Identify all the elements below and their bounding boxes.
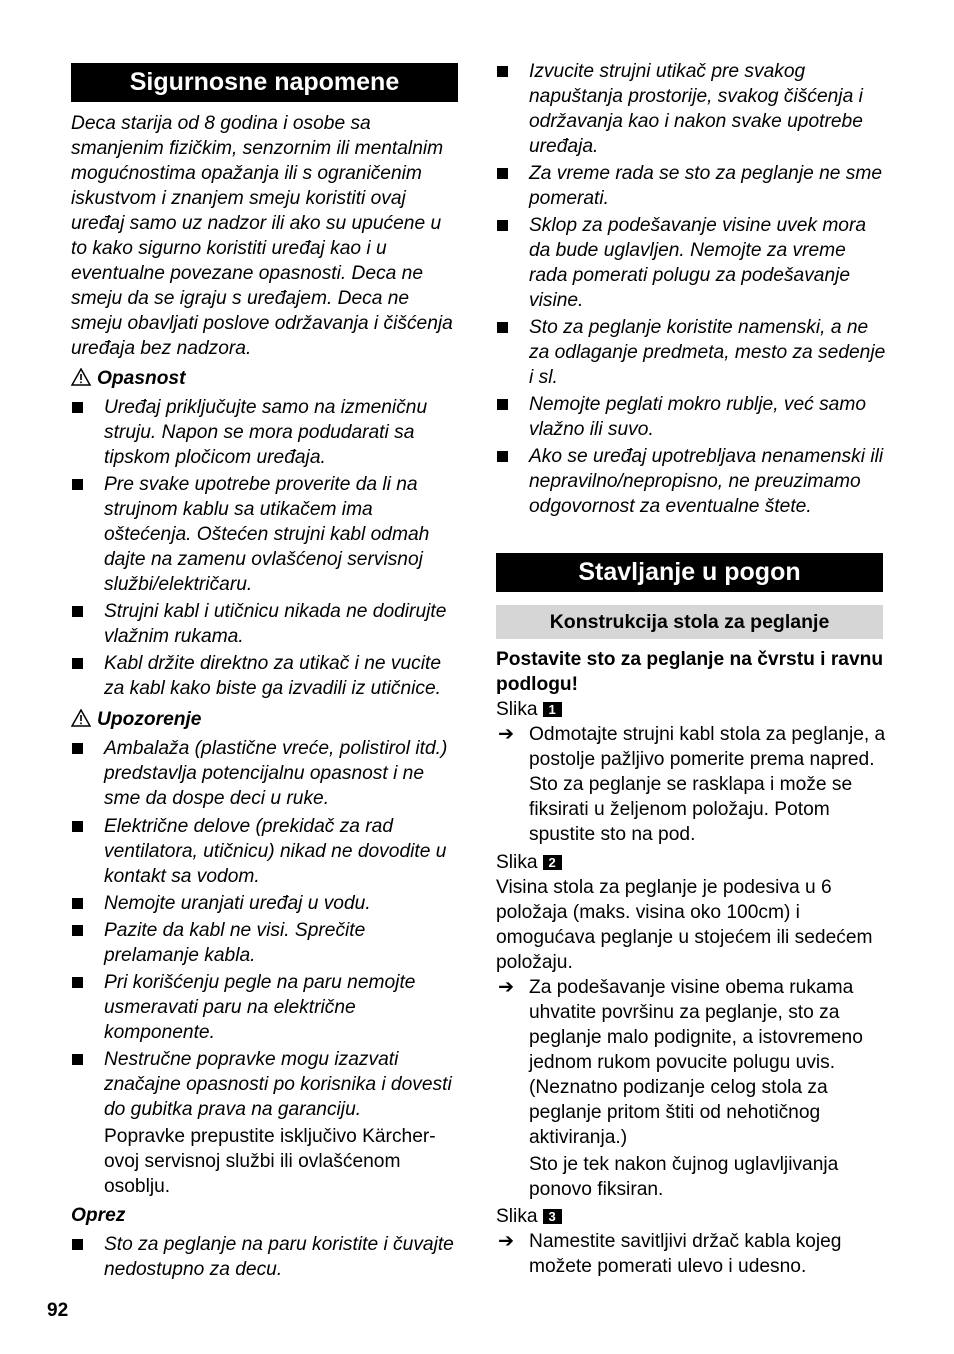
- danger-list: [71, 395, 461, 701]
- safety-list-continued: [496, 59, 886, 519]
- list-item: Nemojte uranjati uređaj u vodu.: [71, 891, 461, 916]
- list-item: Sto za peglanje na paru koristite i čuvajte nedostupno za decu.: [71, 1232, 461, 1282]
- figure-ref-1: [496, 697, 562, 722]
- section-heading-startup: Stavljanje u pogon: [496, 553, 883, 592]
- figure-label: Slika: [496, 699, 538, 720]
- warning-triangle-icon: [71, 707, 97, 732]
- repair-note: Popravke prepustite isključivo Kärcher-ovoj servisnoj službi ili ovlašćenom osoblju.: [104, 1126, 436, 1197]
- step-list-1: [496, 722, 886, 847]
- arrow-right-icon: ➔: [498, 977, 515, 998]
- caution-label: Oprez: [71, 1205, 126, 1226]
- list-item: Strujni kabl i utičnicu nikada ne dodirujte vlažnim rukama.: [71, 599, 461, 649]
- arrow-right-icon: ➔: [498, 1231, 515, 1252]
- step-text: Za podešavanje visine obema rukama uhvatite površinu za peglanje, sto za peglanje malo podignite, a istovremeno jednom rukom povucite polugu uvis. (Neznatno podizanje celog stola za peglanje pritom štiti od nehotičnog aktiviranja.): [529, 977, 863, 1148]
- figure-ref-3: [496, 1204, 562, 1229]
- list-item: [496, 722, 886, 847]
- list-item: Kabl držite direktno za utikač i ne vucite za kabl kako biste ga izvadili iz utičnice.: [71, 651, 461, 701]
- figure-number: 2: [543, 855, 562, 870]
- figure-label: Slika: [496, 1206, 538, 1227]
- list-item: Izvucite strujni utikač pre svakog napuštanja prostorije, svakog čišćenja i održavanja kao i nakon svake upotrebe uređaja.: [496, 59, 886, 159]
- list-item: Električne delove (prekidač za rad ventilatora, utičnicu) nikad ne dovodite u kontakt sa vodom.: [71, 814, 461, 889]
- step-text: Namestite savitljivi držač kabla kojeg možete pomerati ulevo i udesno.: [529, 1231, 842, 1277]
- list-item: Uređaj priključujte samo na izmeničnu struju. Napon se mora podudarati sa tipskom pločicom uređaja.: [71, 395, 461, 470]
- list-item: Ako se uređaj upotrebljava nenamenski ili nepravilno/nepropisno, ne preuzimamo odgovornost za eventualne štete.: [496, 444, 886, 519]
- list-item: Pri korišćenju pegle na paru nemojte usmeravati paru na električne komponente.: [71, 970, 461, 1045]
- figure-label: Slika: [496, 852, 538, 873]
- list-item: [496, 975, 886, 1150]
- figure-ref-2: [496, 850, 562, 875]
- warning-label: Upozorenje: [97, 709, 202, 730]
- intro-paragraph: Deca starija od 8 godina i osobe sa smanjenim fizičkim, senzornim ili mentalnim mogućnostima opažanja ili s ograničenim iskustvom i znanjem smeju koristiti ovaj uređaj samo uz nadzor ili ako su upućene u to kako sigurno koristiti uređaj kao i u eventualne povezane opasnosti. Deca ne smeju da se igraju s uređajem. Deca ne smeju obavljati poslove održavanja i čišćenja uređaja bez nadzora.: [71, 113, 453, 359]
- warning-triangle-icon: [71, 366, 97, 391]
- danger-heading: [71, 366, 461, 391]
- list-item: Pazite da kabl ne visi. Sprečite prelamanje kabla.: [71, 918, 461, 968]
- figure-number: 3: [543, 1209, 562, 1224]
- list-item: Pre svake upotrebe proverite da li na strujnom kablu sa utikačem ima oštećenja. Oštećen strujni kabl odmah dajte na zamenu ovlašćenoj servisnoj službi/električaru.: [71, 472, 461, 597]
- caution-list: [71, 1232, 461, 1282]
- list-item: Nemojte peglati mokro rublje, već samo vlažno ili suvo.: [496, 392, 886, 442]
- page-number: 92: [47, 1300, 69, 1321]
- list-item: Sklop za podešavanje visine uvek mora da bude uglavljen. Nemojte za vreme rada pomerati polugu za podešavanje visine.: [496, 213, 886, 313]
- step-list-3: [496, 1229, 886, 1279]
- list-item: Nestručne popravke mogu izazvati značajne opasnosti po korisnika i dovesti do gubitka prava na garanciju.: [71, 1047, 461, 1122]
- section-heading-safety: Sigurnosne napomene: [71, 63, 458, 102]
- list-item: Ambalaža (plastične vreće, polistirol itd.) predstavlja potencijalnu opasnost i ne sme da dospe deci u ruke.: [71, 736, 461, 811]
- list-item: Sto za peglanje koristite namenski, a ne za odlaganje predmeta, mesto za sedenje i sl.: [496, 315, 886, 390]
- step-text: Odmotajte strujni kabl stola za peglanje, a postolje pažljivo pomerite prema napred. Sto za peglanje se rasklapa i može se fiksirati u željenom položaju. Potom spustite sto na pod.: [529, 724, 886, 845]
- danger-label: Opasnost: [97, 368, 186, 389]
- bold-note: Postavite sto za peglanje na čvrstu i ravnu podlogu!: [496, 649, 884, 695]
- step-note: Sto je tek nakon čujnog uglavljivanja ponovo fiksiran.: [529, 1154, 839, 1200]
- height-paragraph: Visina stola za peglanje je podesiva u 6 položaja (maks. visina oko 100cm) i omogućava peglanje u stojećem ili sedećem položaju.: [496, 877, 873, 973]
- list-item: [496, 1229, 886, 1279]
- figure-number: 1: [543, 702, 562, 717]
- warning-heading: [71, 707, 461, 732]
- subsection-heading: Konstrukcija stola za peglanje: [496, 605, 883, 639]
- step-list-2: [496, 975, 886, 1150]
- arrow-right-icon: ➔: [498, 724, 515, 745]
- warning-list: [71, 736, 461, 1122]
- list-item: Za vreme rada se sto za peglanje ne sme pomerati.: [496, 161, 886, 211]
